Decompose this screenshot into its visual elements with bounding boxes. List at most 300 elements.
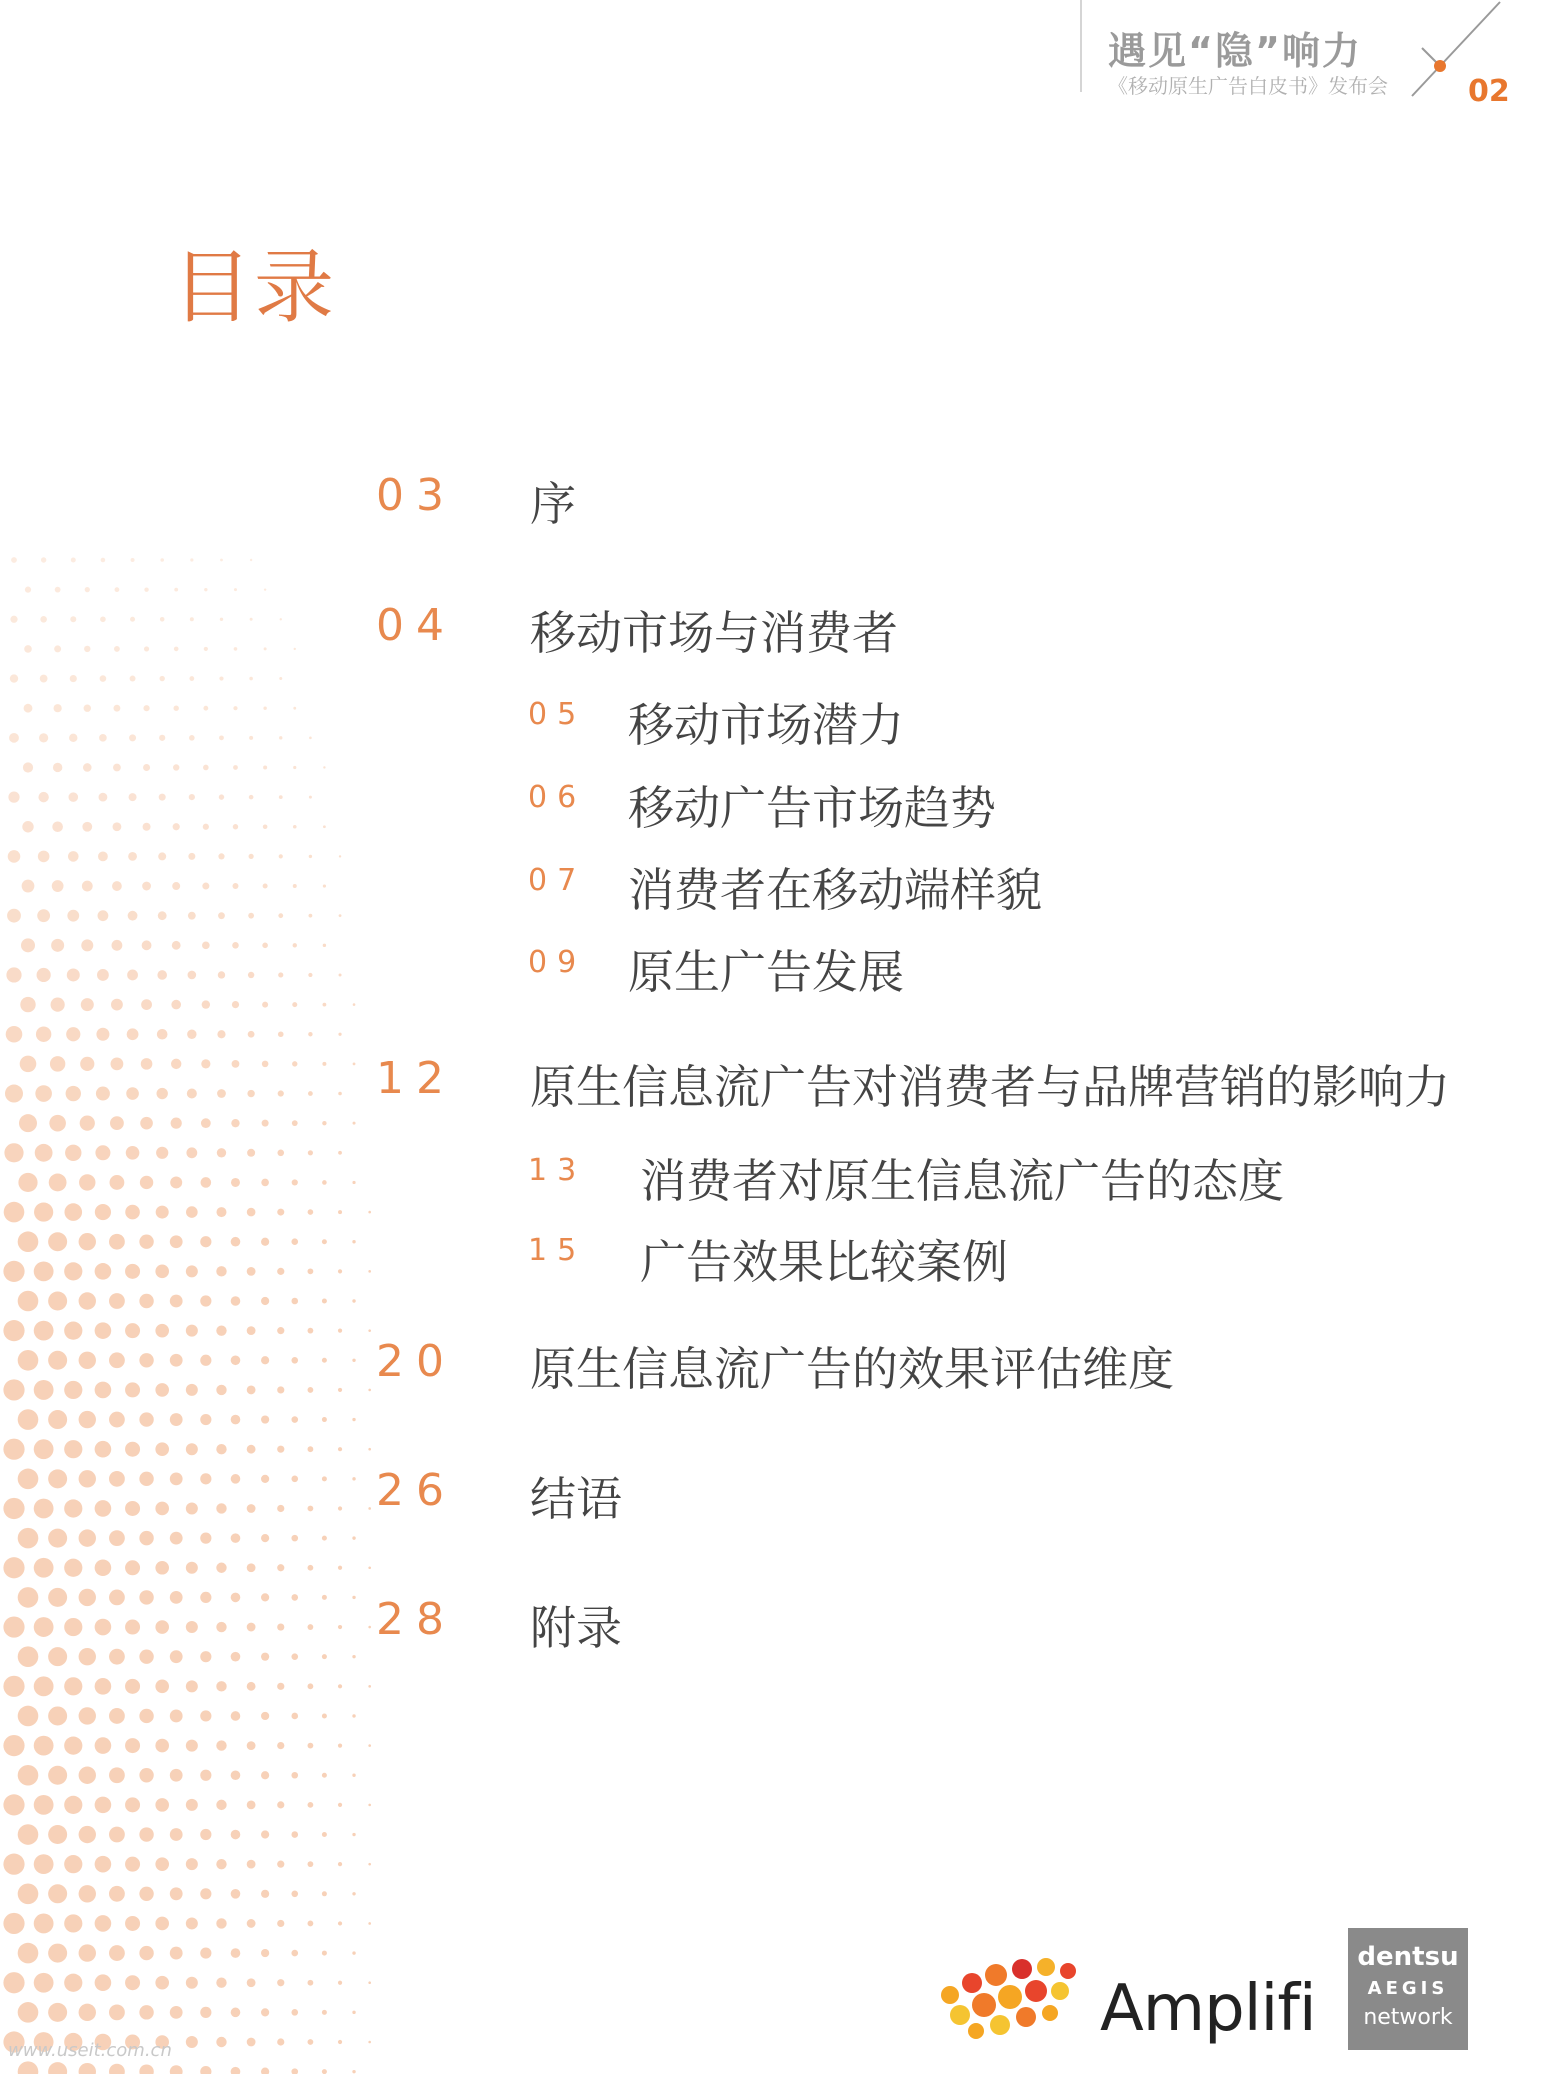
background-dot — [68, 792, 78, 802]
background-dot — [79, 1885, 96, 1902]
background-dot — [125, 1205, 140, 1220]
background-dot — [231, 1474, 241, 1484]
background-dot — [24, 704, 33, 713]
background-dot — [248, 913, 254, 919]
background-dot — [115, 587, 120, 592]
background-dot — [308, 1921, 314, 1927]
background-dot — [6, 1026, 23, 1043]
background-dot — [216, 1681, 226, 1691]
background-dot — [172, 941, 181, 950]
background-dot — [291, 2068, 298, 2074]
toc-subentry-label[interactable]: 消费者对原生信息流广告的态度 — [640, 1154, 1284, 1208]
background-dot — [247, 1919, 256, 1928]
background-dot — [231, 1533, 241, 1543]
background-dot — [64, 1559, 82, 1577]
background-dot — [159, 735, 165, 741]
background-dot — [22, 880, 35, 893]
background-dot — [231, 1948, 241, 1958]
background-dot — [308, 1683, 314, 1689]
background-dot — [368, 1566, 371, 1569]
background-dot — [64, 1618, 82, 1636]
background-dot — [18, 1943, 39, 1964]
background-dot — [219, 676, 223, 680]
background-dot — [264, 588, 266, 590]
background-dot — [3, 1735, 24, 1756]
background-dot — [48, 1884, 67, 1903]
background-dot — [79, 2063, 96, 2074]
background-dot — [95, 1145, 110, 1160]
background-dot — [352, 1299, 355, 1302]
background-dot — [109, 2004, 125, 2020]
background-dot — [368, 1804, 371, 1807]
background-dot — [170, 1828, 183, 1841]
background-dot — [79, 1767, 96, 1784]
background-dot — [95, 1974, 112, 1991]
background-dot — [139, 1235, 153, 1249]
background-dot — [18, 1765, 39, 1786]
background-dot — [144, 646, 149, 651]
toc-subentry-number: 09 — [528, 945, 587, 980]
background-dot — [95, 1322, 112, 1339]
background-dot — [139, 1294, 153, 1308]
background-dot — [278, 1090, 284, 1096]
background-dot — [79, 1826, 96, 1843]
background-dot — [291, 1950, 298, 1957]
background-dot — [218, 853, 224, 859]
background-dot — [200, 1770, 211, 1781]
background-dot — [51, 939, 64, 952]
background-dot — [129, 734, 136, 741]
background-dot — [247, 1267, 256, 1276]
toc-entry-number: 12 — [376, 1053, 456, 1104]
toc-entry-label[interactable]: 原生信息流广告的效果评估维度 — [530, 1342, 1174, 1396]
background-dot — [261, 1356, 269, 1364]
background-dot — [231, 1830, 241, 1840]
background-dot — [18, 1231, 39, 1252]
dentsu-logo-line2: AEGIS — [1367, 1978, 1449, 1999]
background-dot — [49, 1174, 67, 1192]
background-dot — [95, 1678, 112, 1695]
background-dot — [216, 1978, 226, 1988]
background-dot — [64, 1262, 82, 1280]
background-dot — [95, 1441, 112, 1458]
background-dot — [216, 1918, 226, 1928]
background-dot — [101, 558, 106, 563]
header-divider — [1080, 0, 1082, 92]
background-dot — [322, 1595, 327, 1600]
background-dot — [170, 1295, 183, 1308]
background-dot — [66, 1027, 80, 1041]
dentsu-logo-line3: network — [1363, 2005, 1453, 2030]
background-dot — [216, 1503, 226, 1513]
background-dot — [263, 824, 268, 829]
background-dot — [155, 1620, 169, 1634]
background-dot — [141, 1058, 153, 1070]
background-dot — [64, 1499, 82, 1517]
background-dot — [231, 1355, 241, 1365]
background-dot — [113, 822, 122, 831]
background-dot — [48, 1825, 67, 1844]
background-dot — [247, 1504, 256, 1513]
background-dot — [174, 706, 179, 711]
background-dot — [3, 1913, 24, 1934]
background-dot — [308, 1209, 314, 1215]
background-dot — [109, 1945, 125, 1961]
background-dot — [368, 1981, 371, 1984]
background-dot — [261, 1890, 269, 1898]
background-dot — [129, 793, 137, 801]
background-dot — [126, 1146, 140, 1160]
background-dot — [277, 1623, 284, 1630]
background-dot — [36, 1027, 51, 1042]
background-dot — [231, 1593, 241, 1603]
background-dot — [48, 1232, 67, 1251]
background-dot — [52, 821, 63, 832]
toc-entry-label[interactable]: 序 — [530, 477, 576, 531]
background-dot — [3, 1616, 24, 1637]
background-dot — [309, 855, 312, 858]
background-dot — [264, 647, 267, 650]
background-dot — [216, 1622, 226, 1632]
background-dot — [109, 1352, 125, 1368]
background-dot — [34, 1321, 54, 1341]
background-dot — [109, 1886, 125, 1902]
background-dot — [34, 1973, 54, 1993]
background-dot — [11, 557, 17, 563]
background-dot — [247, 1860, 256, 1869]
background-dot — [170, 1176, 182, 1188]
background-dot — [69, 734, 77, 742]
background-dot — [50, 1056, 65, 1071]
background-dot — [18, 1587, 39, 1608]
background-dot — [368, 1270, 371, 1273]
background-dot — [203, 765, 209, 771]
background-dot — [170, 1235, 183, 1248]
background-dot — [216, 2037, 226, 2047]
background-dot — [277, 1564, 284, 1571]
background-dot — [200, 1710, 211, 1721]
background-dot — [249, 795, 254, 800]
background-dot — [279, 854, 283, 858]
background-dot — [159, 794, 166, 801]
background-dot — [100, 616, 106, 622]
background-dot — [352, 1359, 355, 1362]
background-dot — [200, 1295, 211, 1306]
toc-subentry-label[interactable]: 移动广告市场趋势 — [628, 781, 996, 835]
background-dot — [155, 1561, 169, 1575]
background-dot — [247, 1149, 255, 1157]
toc-subentry-label[interactable]: 移动市场潜力 — [628, 698, 904, 752]
background-dot — [234, 647, 238, 651]
background-dot — [125, 1620, 140, 1635]
background-dot — [308, 1980, 314, 1986]
background-dot — [277, 1505, 284, 1512]
toc-entry-label[interactable]: 附录 — [530, 1601, 622, 1655]
background-dot — [219, 735, 224, 740]
background-dot — [20, 1056, 37, 1073]
background-dot — [278, 913, 283, 918]
background-dot — [155, 1976, 169, 1990]
background-dot — [186, 1325, 198, 1337]
background-dot — [125, 1382, 140, 1397]
watermark: www.useit.com.cn — [8, 2040, 172, 2061]
background-dot — [309, 914, 313, 918]
background-dot — [261, 2008, 269, 2016]
background-dot — [125, 1442, 140, 1457]
background-dot — [139, 1946, 153, 1960]
background-dot — [308, 1743, 314, 1749]
background-dot — [18, 1884, 39, 1905]
background-dot — [216, 1325, 226, 1335]
background-dot — [143, 823, 151, 831]
page-number: 02 — [1468, 74, 1510, 109]
background-dot — [79, 1470, 96, 1487]
background-dot — [37, 968, 51, 982]
background-dot — [173, 764, 179, 770]
background-dot — [248, 1031, 255, 1038]
background-dot — [293, 766, 296, 769]
background-dot — [308, 1032, 312, 1036]
background-dot — [322, 2010, 327, 2015]
background-dot — [338, 1329, 342, 1333]
background-dot — [109, 1590, 125, 1606]
background-dot — [79, 1174, 95, 1190]
background-dot — [64, 1440, 82, 1458]
background-dot — [277, 1861, 284, 1868]
background-dot — [188, 853, 195, 860]
background-dot — [190, 617, 194, 621]
background-dot — [277, 1742, 284, 1749]
background-dot — [352, 2070, 355, 2073]
background-dot — [140, 1176, 153, 1189]
background-dot — [231, 1889, 241, 1899]
background-dot — [261, 1179, 269, 1187]
background-dot — [352, 1714, 355, 1717]
background-dot — [48, 1410, 67, 1429]
background-dot — [201, 1059, 210, 1068]
background-dot — [308, 1150, 313, 1155]
background-dot — [3, 1261, 24, 1282]
background-dot — [200, 2066, 211, 2074]
background-dot — [139, 1649, 153, 1663]
toc-entry-label[interactable]: 结语 — [530, 1472, 622, 1526]
toc-entry-label[interactable]: 原生信息流广告对消费者与品牌营销的影响力 — [530, 1060, 1450, 1114]
background-dot — [352, 1951, 355, 1954]
toc-subentry-label[interactable]: 消费者在移动端样貌 — [628, 863, 1042, 917]
background-dot — [291, 1298, 298, 1305]
background-dot — [277, 1209, 284, 1216]
background-dot — [155, 1265, 169, 1279]
background-dot — [231, 1296, 241, 1306]
background-dot — [322, 1417, 327, 1422]
background-dot — [277, 1150, 284, 1157]
background-dot — [110, 1116, 124, 1130]
background-dot — [139, 1709, 153, 1723]
background-dot — [34, 1558, 54, 1578]
background-dot — [352, 1655, 355, 1658]
background-dot — [83, 763, 92, 772]
background-dot — [3, 1557, 24, 1578]
toc-subentry-number: 07 — [528, 863, 587, 898]
amplifi-logo-icon — [920, 1935, 1090, 2055]
background-dot — [201, 1118, 211, 1128]
background-dot — [114, 646, 120, 652]
background-dot — [216, 1563, 226, 1573]
background-dot — [203, 706, 208, 711]
background-dot — [291, 1653, 298, 1660]
background-dot — [140, 1117, 153, 1130]
background-dot — [338, 1269, 342, 1273]
toc-subentry-label[interactable]: 原生广告发展 — [628, 945, 904, 999]
background-dot — [109, 1708, 125, 1724]
background-dot — [220, 618, 223, 621]
background-dot — [368, 1685, 371, 1688]
background-dot — [48, 2003, 67, 2022]
background-dot — [293, 707, 296, 710]
background-dot — [338, 1210, 342, 1214]
background-dot — [100, 675, 107, 682]
background-dot — [139, 1353, 153, 1367]
background-dot — [125, 1738, 140, 1753]
background-dot — [160, 676, 165, 681]
background-dot — [109, 1293, 125, 1309]
background-dot — [322, 1239, 327, 1244]
background-dot — [338, 1033, 341, 1036]
background-dot — [35, 1144, 53, 1162]
background-dot — [20, 997, 35, 1012]
background-dot — [309, 796, 312, 799]
background-dot — [277, 1386, 284, 1393]
background-dot — [231, 1652, 241, 1662]
background-dot — [233, 765, 238, 770]
background-dot — [99, 793, 108, 802]
background-dot — [64, 1855, 82, 1873]
background-dot — [96, 1028, 109, 1041]
background-dot — [139, 1768, 153, 1782]
background-dot — [186, 1740, 198, 1752]
background-dot — [172, 882, 180, 890]
background-dot — [139, 1531, 153, 1545]
background-dot — [292, 1061, 297, 1066]
background-dot — [85, 587, 90, 592]
background-dot — [247, 1623, 256, 1632]
background-dot — [200, 1355, 211, 1366]
background-dot — [308, 1091, 313, 1096]
background-dot — [156, 1147, 168, 1159]
background-dot — [170, 1710, 183, 1723]
background-dot — [368, 1744, 371, 1747]
background-dot — [6, 967, 21, 982]
background-dot — [53, 763, 62, 772]
background-dot — [277, 1446, 284, 1453]
background-dot — [200, 1888, 211, 1899]
background-dot — [352, 1833, 355, 1836]
background-dot — [112, 881, 122, 891]
background-dot — [308, 1565, 314, 1571]
background-dot — [262, 1002, 268, 1008]
background-dot — [261, 1653, 269, 1661]
background-dot — [22, 821, 33, 832]
background-dot — [188, 912, 196, 920]
background-dot — [352, 1477, 355, 1480]
background-dot — [323, 766, 325, 768]
background-dot — [368, 1626, 371, 1629]
background-dot — [8, 792, 19, 803]
background-dot — [142, 882, 151, 891]
background-dot — [247, 1741, 256, 1750]
background-dot — [323, 825, 326, 828]
background-dot — [64, 1796, 82, 1814]
background-dot — [263, 765, 267, 769]
background-dot — [128, 852, 137, 861]
toc-subentry-label[interactable]: 广告效果比较案例 — [640, 1235, 1008, 1289]
toc-entry-label[interactable]: 移动市场与消费者 — [530, 606, 898, 660]
background-dot — [171, 1118, 182, 1129]
background-dot — [3, 1794, 24, 1815]
background-dot — [111, 1057, 124, 1070]
background-dot — [35, 1085, 52, 1102]
background-dot — [155, 1798, 169, 1812]
background-dot — [84, 705, 91, 712]
background-dot — [338, 1921, 342, 1925]
background-dot — [109, 1530, 125, 1546]
background-dot — [98, 852, 108, 862]
background-dot — [70, 616, 76, 622]
background-dot — [231, 1119, 239, 1127]
background-dot — [309, 737, 312, 740]
background-dot — [352, 1240, 355, 1243]
background-dot — [293, 943, 297, 947]
dentsu-logo-line1: dentsu — [1357, 1942, 1459, 1972]
background-dot — [262, 943, 268, 949]
background-dot — [323, 944, 326, 947]
background-dot — [79, 2004, 96, 2021]
background-dot — [292, 1120, 298, 1126]
background-dot — [109, 2064, 125, 2074]
background-dot — [279, 795, 283, 799]
background-dot — [231, 1770, 241, 1780]
background-dot — [18, 1469, 39, 1490]
background-dot — [339, 973, 342, 976]
background-dot — [247, 1563, 256, 1572]
background-dot — [156, 1206, 169, 1219]
dentsu-aegis-logo — [1348, 1928, 1468, 2050]
toc-subentry-number: 15 — [528, 1233, 587, 1268]
background-dot — [139, 1827, 153, 1841]
background-dot — [95, 1737, 112, 1754]
background-dot — [18, 1528, 39, 1549]
background-dot — [202, 883, 209, 890]
background-dot — [170, 1947, 183, 1960]
background-dot — [48, 1766, 67, 1785]
background-dot — [171, 1000, 181, 1010]
background-dot — [3, 1676, 24, 1697]
background-dot — [125, 1323, 140, 1338]
background-dot — [139, 1412, 153, 1426]
background-dot — [155, 1857, 169, 1871]
header-subtitle: 《移动原生广告白皮书》发布会 — [1108, 74, 1388, 98]
background-dot — [218, 971, 225, 978]
background-dot — [200, 1414, 211, 1425]
background-dot — [308, 1268, 314, 1274]
background-dot — [308, 1446, 314, 1452]
background-dot — [128, 911, 138, 921]
background-dot — [41, 557, 46, 562]
background-dot — [368, 1922, 371, 1925]
background-dot — [308, 1624, 314, 1630]
background-dot — [52, 880, 64, 892]
background-dot — [322, 1180, 327, 1185]
